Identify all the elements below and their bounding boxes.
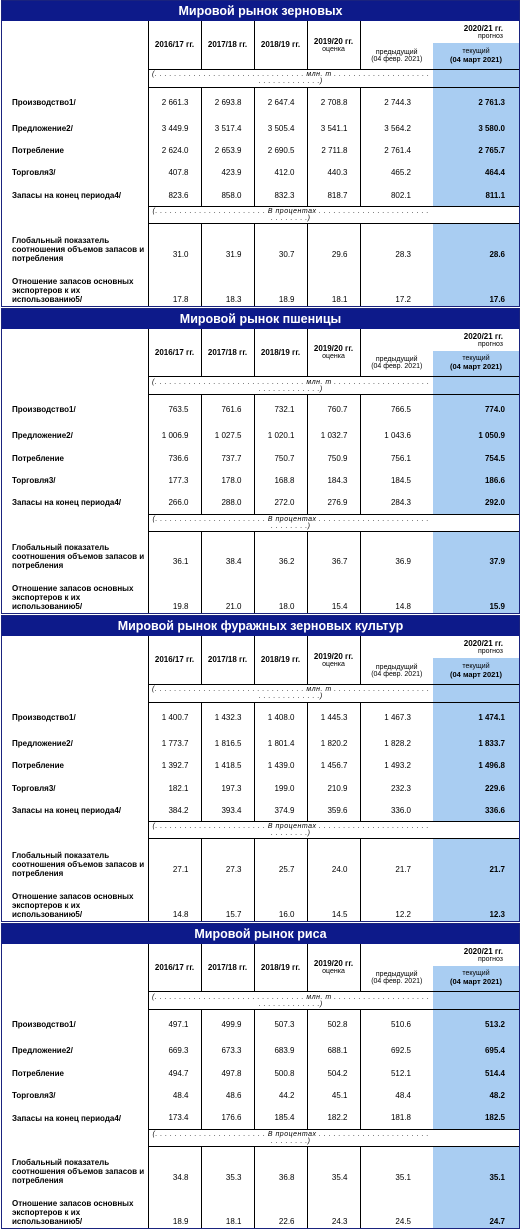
- value-cell: 288.0: [201, 492, 254, 514]
- value-cell: 17.2: [360, 277, 433, 306]
- current-value: 1 496.8: [433, 755, 519, 777]
- value-cell: 1 439.0: [254, 755, 307, 777]
- row-label: Запасы на конец периода4/: [12, 1113, 122, 1123]
- previous-forecast-header: предыдущий (04 февр. 2021): [360, 966, 433, 992]
- header-row: [2, 636, 519, 658]
- unit-row: [2, 207, 519, 224]
- table-row: [2, 531, 519, 584]
- value-cell: 48.4: [148, 1084, 201, 1106]
- current-value: 12.3: [433, 892, 519, 921]
- row-label: Глобальный показатель соотношения объемов запасов и потребления: [12, 235, 145, 263]
- value-cell: 823.6: [148, 184, 201, 206]
- value-cell: 507.3: [254, 1010, 307, 1040]
- value-cell: 34.8: [148, 1146, 201, 1199]
- forecast-note: прогноз: [477, 340, 504, 348]
- table-row: [2, 1107, 519, 1129]
- row-label: Отношение запасов основных экспортеров к их использованию5/: [12, 276, 134, 304]
- row-label: Торговля3/: [12, 783, 56, 793]
- value-cell: 18.9: [254, 277, 307, 306]
- value-cell: 760.7: [307, 395, 360, 425]
- value-cell: 858.0: [201, 184, 254, 206]
- value-cell: 18.0: [254, 584, 307, 613]
- section-title: Мировой рынок зерновых: [2, 1, 519, 21]
- value-cell: 184.3: [307, 469, 360, 491]
- value-cell: 3 505.4: [254, 117, 307, 139]
- year-header: 2016/17 гг.: [148, 329, 201, 377]
- value-cell: 736.6: [148, 447, 201, 469]
- table-row: [2, 755, 519, 777]
- row-label: Потребление: [12, 1068, 64, 1078]
- table-row: [2, 1084, 519, 1106]
- value-cell: 683.9: [254, 1040, 307, 1062]
- current-forecast-header: текущий (04 март 2021): [433, 658, 519, 684]
- table-row: [2, 425, 519, 447]
- value-cell: 24.3: [307, 1199, 360, 1228]
- value-cell: 1 773.7: [148, 732, 201, 754]
- value-cell: 2 647.4: [254, 87, 307, 117]
- section-title: Мировой рынок риса: [2, 924, 519, 944]
- value-cell: 465.2: [360, 162, 433, 184]
- value-cell: 502.8: [307, 1010, 360, 1040]
- value-cell: 45.1: [307, 1084, 360, 1106]
- value-cell: 17.8: [148, 277, 201, 306]
- value-cell: 2 744.3: [360, 87, 433, 117]
- value-cell: 1 408.0: [254, 702, 307, 732]
- row-label: Торговля3/: [12, 1091, 56, 1101]
- estimate-note: оценка: [322, 45, 345, 53]
- market-table: [2, 636, 519, 921]
- unit-label: (. . . . . . . . . . . . . . . . . . . . . . . В процентах . . . . . . . . . . . . . . . . . . . . . . . . . . . . . . .): [148, 514, 433, 531]
- unit-row: [2, 822, 519, 839]
- value-cell: 168.8: [254, 469, 307, 491]
- header-row: [2, 21, 519, 43]
- value-cell: 18.1: [307, 277, 360, 306]
- current-forecast-header: текущий (04 март 2021): [433, 351, 519, 377]
- row-label: Торговля3/: [12, 168, 56, 178]
- row-label: Отношение запасов основных экспортеров к их использованию5/: [12, 891, 134, 919]
- value-cell: 12.2: [360, 892, 433, 921]
- row-label: Отношение запасов основных экспортеров к их использованию5/: [12, 584, 134, 612]
- value-cell: 407.8: [148, 162, 201, 184]
- row-label: Торговля3/: [12, 476, 56, 486]
- value-cell: 182.2: [307, 1107, 360, 1129]
- row-label: Производство1/: [12, 1020, 76, 1030]
- current-value: 695.4: [433, 1040, 519, 1062]
- year-header: 2018/19 гг.: [254, 21, 307, 69]
- value-cell: 1 020.1: [254, 425, 307, 447]
- year-header: 2016/17 гг.: [148, 944, 201, 992]
- table-row: [2, 702, 519, 732]
- table-row: [2, 395, 519, 425]
- value-cell: 31.0: [148, 224, 201, 277]
- current-value: 21.7: [433, 839, 519, 892]
- year-header: 2016/17 гг.: [148, 21, 201, 69]
- value-cell: 692.5: [360, 1040, 433, 1062]
- year-header: 2017/18 гг.: [201, 21, 254, 69]
- value-cell: 359.6: [307, 799, 360, 821]
- current-value: 15.9: [433, 584, 519, 613]
- value-cell: 2 693.8: [201, 87, 254, 117]
- row-label: Потребление: [12, 761, 64, 771]
- value-cell: 1 816.5: [201, 732, 254, 754]
- value-cell: 18.9: [148, 1199, 201, 1228]
- value-cell: 276.9: [307, 492, 360, 514]
- table-row: [2, 799, 519, 821]
- row-label: Отношение запасов основных экспортеров к их использованию5/: [12, 1199, 134, 1227]
- value-cell: 737.7: [201, 447, 254, 469]
- row-label: Предложение2/: [12, 123, 73, 133]
- row-label: Запасы на конец периода4/: [12, 190, 122, 200]
- market-section: [1, 923, 520, 1229]
- value-cell: 266.0: [148, 492, 201, 514]
- forecast-header: 2020/21 гг. прогноз: [360, 21, 519, 43]
- value-cell: 669.3: [148, 1040, 201, 1062]
- value-cell: 2 661.3: [148, 87, 201, 117]
- row-label: Предложение2/: [12, 738, 73, 748]
- value-cell: 29.6: [307, 224, 360, 277]
- current-value: 1 474.1: [433, 702, 519, 732]
- table-row: [2, 1010, 519, 1040]
- value-cell: 35.3: [201, 1146, 254, 1199]
- current-value: 37.9: [433, 531, 519, 584]
- value-cell: 24.5: [360, 1199, 433, 1228]
- value-cell: 21.0: [201, 584, 254, 613]
- value-cell: 15.7: [201, 892, 254, 921]
- table-row: [2, 162, 519, 184]
- table-row: [2, 1040, 519, 1062]
- table-row: [2, 1199, 519, 1228]
- value-cell: 18.1: [201, 1199, 254, 1228]
- current-value: 336.6: [433, 799, 519, 821]
- current-value: 1 833.7: [433, 732, 519, 754]
- value-cell: 750.7: [254, 447, 307, 469]
- current-value: 292.0: [433, 492, 519, 514]
- table-row: [2, 1062, 519, 1084]
- value-cell: 818.7: [307, 184, 360, 206]
- value-cell: 497.8: [201, 1062, 254, 1084]
- value-cell: 185.4: [254, 1107, 307, 1129]
- value-cell: 761.6: [201, 395, 254, 425]
- unit-label: (. . . . . . . . . . . . . . . . . . . . . . . В процентах . . . . . . . . . . . . . . . . . . . . . . . . . . . . . . .): [148, 822, 433, 839]
- value-cell: 48.4: [360, 1084, 433, 1106]
- table-row: [2, 117, 519, 139]
- value-cell: 27.3: [201, 839, 254, 892]
- market-section: [1, 615, 520, 922]
- value-cell: 750.9: [307, 447, 360, 469]
- forecast-header: 2020/21 гг. прогноз: [360, 329, 519, 351]
- unit-label: (. . . . . . . . . . . . . . . . . . . . . . . . . . . . . . . млн. т . . . . . . . . . . . . . . . . . . . . . . . . . . . . . . . . .): [148, 992, 433, 1010]
- row-label: Запасы на конец периода4/: [12, 498, 122, 508]
- value-cell: 384.2: [148, 799, 201, 821]
- value-cell: 802.1: [360, 184, 433, 206]
- row-label: Предложение2/: [12, 1046, 73, 1056]
- unit-label: (. . . . . . . . . . . . . . . . . . . . . . . . . . . . . . . млн. т . . . . . . . . . . . . . . . . . . . . . . . . . . . . . . . . .): [148, 377, 433, 395]
- year-header: 2017/18 гг.: [201, 944, 254, 992]
- current-value: 464.4: [433, 162, 519, 184]
- unit-row: [2, 377, 519, 395]
- value-cell: 36.7: [307, 531, 360, 584]
- row-label: Предложение2/: [12, 431, 73, 441]
- table-row: [2, 492, 519, 514]
- table-row: [2, 777, 519, 799]
- value-cell: 284.3: [360, 492, 433, 514]
- unit-row: [2, 684, 519, 702]
- value-cell: 19.8: [148, 584, 201, 613]
- value-cell: 177.3: [148, 469, 201, 491]
- table-row: [2, 87, 519, 117]
- value-cell: 1 828.2: [360, 732, 433, 754]
- current-value: 514.4: [433, 1062, 519, 1084]
- value-cell: 673.3: [201, 1040, 254, 1062]
- forecast-note: прогноз: [477, 33, 504, 40]
- table-row: [2, 277, 519, 306]
- value-cell: 3 517.4: [201, 117, 254, 139]
- table-row: [2, 224, 519, 277]
- value-cell: 2 711.8: [307, 139, 360, 161]
- year-header: 2018/19 гг.: [254, 329, 307, 377]
- current-value: 229.6: [433, 777, 519, 799]
- value-cell: 510.6: [360, 1010, 433, 1040]
- value-cell: 176.6: [201, 1107, 254, 1129]
- value-cell: 2 708.8: [307, 87, 360, 117]
- unit-row: [2, 514, 519, 531]
- value-cell: 14.5: [307, 892, 360, 921]
- current-value: 811.1: [433, 184, 519, 206]
- value-cell: 178.0: [201, 469, 254, 491]
- unit-row: [2, 69, 519, 87]
- unit-label: (. . . . . . . . . . . . . . . . . . . . . . . . . . . . . . . млн. т . . . . . . . . . . . . . . . . . . . . . . . . . . . . . . . . .): [148, 684, 433, 702]
- table-row: [2, 469, 519, 491]
- value-cell: 2 653.9: [201, 139, 254, 161]
- unit-label: (. . . . . . . . . . . . . . . . . . . . . . . В процентах . . . . . . . . . . . . . . . . . . . . . . . . . . . . . . .): [148, 1129, 433, 1146]
- row-label: Потребление: [12, 453, 64, 463]
- current-value: 24.7: [433, 1199, 519, 1228]
- row-label: Потребление: [12, 146, 64, 156]
- value-cell: 832.3: [254, 184, 307, 206]
- value-cell: 1 392.7: [148, 755, 201, 777]
- value-cell: 1 400.7: [148, 702, 201, 732]
- unit-label: (. . . . . . . . . . . . . . . . . . . . . . . В процентах . . . . . . . . . . . . . . . . . . . . . . . . . . . . . . .): [148, 207, 433, 224]
- table-row: [2, 839, 519, 892]
- previous-forecast-header: предыдущий (04 февр. 2021): [360, 43, 433, 69]
- value-cell: 197.3: [201, 777, 254, 799]
- current-value: 2 761.3: [433, 87, 519, 117]
- current-value: 186.6: [433, 469, 519, 491]
- current-forecast-header: текущий (04 март 2021): [433, 43, 519, 69]
- estimate-note: оценка: [322, 660, 345, 668]
- value-cell: 1 006.9: [148, 425, 201, 447]
- value-cell: 1 801.4: [254, 732, 307, 754]
- value-cell: 184.5: [360, 469, 433, 491]
- current-value: 182.5: [433, 1107, 519, 1129]
- value-cell: 22.6: [254, 1199, 307, 1228]
- value-cell: 412.0: [254, 162, 307, 184]
- value-cell: 35.4: [307, 1146, 360, 1199]
- value-cell: 3 449.9: [148, 117, 201, 139]
- value-cell: 1 467.3: [360, 702, 433, 732]
- year-header: 2017/18 гг.: [201, 329, 254, 377]
- value-cell: 36.9: [360, 531, 433, 584]
- value-cell: 27.1: [148, 839, 201, 892]
- value-cell: 1 032.7: [307, 425, 360, 447]
- current-value: 1 050.9: [433, 425, 519, 447]
- value-cell: 1 456.7: [307, 755, 360, 777]
- row-label: Производство1/: [12, 97, 76, 107]
- year-header: 2017/18 гг.: [201, 636, 254, 684]
- current-forecast-header: текущий (04 март 2021): [433, 966, 519, 992]
- value-cell: 1 418.5: [201, 755, 254, 777]
- table-row: [2, 732, 519, 754]
- value-cell: 24.0: [307, 839, 360, 892]
- value-cell: 232.3: [360, 777, 433, 799]
- current-value: 28.6: [433, 224, 519, 277]
- value-cell: 30.7: [254, 224, 307, 277]
- value-cell: 21.7: [360, 839, 433, 892]
- row-label: Производство1/: [12, 712, 76, 722]
- market-table: [2, 21, 519, 306]
- value-cell: 181.8: [360, 1107, 433, 1129]
- section-title: Мировой рынок пшеницы: [2, 309, 519, 329]
- market-table: [2, 944, 519, 1229]
- row-label: Запасы на конец периода4/: [12, 805, 122, 815]
- forecast-note: прогноз: [477, 648, 504, 656]
- value-cell: 2 624.0: [148, 139, 201, 161]
- year-header: 2018/19 гг.: [254, 636, 307, 684]
- estimate-note: оценка: [322, 968, 345, 976]
- value-cell: 182.1: [148, 777, 201, 799]
- value-cell: 44.2: [254, 1084, 307, 1106]
- year-header: 2016/17 гг.: [148, 636, 201, 684]
- value-cell: 14.8: [148, 892, 201, 921]
- value-cell: 199.0: [254, 777, 307, 799]
- value-cell: 766.5: [360, 395, 433, 425]
- current-value: 754.5: [433, 447, 519, 469]
- year-header: 2018/19 гг.: [254, 944, 307, 992]
- current-value: 2 765.7: [433, 139, 519, 161]
- value-cell: 1 820.2: [307, 732, 360, 754]
- unit-row: [2, 1129, 519, 1146]
- current-value: 774.0: [433, 395, 519, 425]
- row-label: Глобальный показатель соотношения объемов запасов и потребления: [12, 850, 145, 878]
- estimate-note: оценка: [322, 353, 345, 361]
- value-cell: 1 432.3: [201, 702, 254, 732]
- year-header: 2019/20 гг. оценка: [307, 944, 360, 992]
- value-cell: 512.1: [360, 1062, 433, 1084]
- value-cell: 763.5: [148, 395, 201, 425]
- value-cell: 1 493.2: [360, 755, 433, 777]
- value-cell: 440.3: [307, 162, 360, 184]
- unit-row: [2, 992, 519, 1010]
- value-cell: 499.9: [201, 1010, 254, 1040]
- market-section: [1, 0, 520, 307]
- table-row: [2, 447, 519, 469]
- forecast-note: прогноз: [477, 955, 504, 963]
- previous-forecast-header: предыдущий (04 февр. 2021): [360, 351, 433, 377]
- value-cell: 1 445.3: [307, 702, 360, 732]
- value-cell: 15.4: [307, 584, 360, 613]
- section-title: Мировой рынок фуражных зерновых культур: [2, 616, 519, 636]
- value-cell: 688.1: [307, 1040, 360, 1062]
- previous-forecast-header: предыдущий (04 февр. 2021): [360, 658, 433, 684]
- row-label: Глобальный показатель соотношения объемов запасов и потребления: [12, 1158, 145, 1186]
- value-cell: 35.1: [360, 1146, 433, 1199]
- table-row: [2, 184, 519, 206]
- table-row: [2, 1146, 519, 1199]
- value-cell: 36.8: [254, 1146, 307, 1199]
- value-cell: 494.7: [148, 1062, 201, 1084]
- current-value: 513.2: [433, 1010, 519, 1040]
- value-cell: 393.4: [201, 799, 254, 821]
- value-cell: 210.9: [307, 777, 360, 799]
- market-section: [1, 308, 520, 615]
- value-cell: 756.1: [360, 447, 433, 469]
- value-cell: 2 690.5: [254, 139, 307, 161]
- table-row: [2, 584, 519, 613]
- market-table: [2, 329, 519, 614]
- value-cell: 272.0: [254, 492, 307, 514]
- year-header: 2019/20 гг. оценка: [307, 636, 360, 684]
- value-cell: 2 761.4: [360, 139, 433, 161]
- forecast-header: 2020/21 гг. прогноз: [360, 636, 519, 658]
- value-cell: 423.9: [201, 162, 254, 184]
- value-cell: 28.3: [360, 224, 433, 277]
- table-row: [2, 139, 519, 161]
- current-value: 35.1: [433, 1146, 519, 1199]
- value-cell: 36.1: [148, 531, 201, 584]
- value-cell: 3 564.2: [360, 117, 433, 139]
- value-cell: 3 541.1: [307, 117, 360, 139]
- value-cell: 36.2: [254, 531, 307, 584]
- value-cell: 25.7: [254, 839, 307, 892]
- current-value: 48.2: [433, 1084, 519, 1106]
- row-label: Производство1/: [12, 405, 76, 415]
- value-cell: 173.4: [148, 1107, 201, 1129]
- year-header: 2019/20 гг. оценка: [307, 329, 360, 377]
- unit-label: (. . . . . . . . . . . . . . . . . . . . . . . . . . . . . . . млн. т . . . . . . . . . . . . . . . . . . . . . . . . . . . . . . . . .): [148, 69, 433, 87]
- value-cell: 504.2: [307, 1062, 360, 1084]
- year-header: 2019/20 гг. оценка: [307, 21, 360, 69]
- value-cell: 18.3: [201, 277, 254, 306]
- value-cell: 497.1: [148, 1010, 201, 1040]
- value-cell: 732.1: [254, 395, 307, 425]
- value-cell: 1 027.5: [201, 425, 254, 447]
- value-cell: 31.9: [201, 224, 254, 277]
- row-label: Глобальный показатель соотношения объемов запасов и потребления: [12, 543, 145, 571]
- value-cell: 16.0: [254, 892, 307, 921]
- value-cell: 500.8: [254, 1062, 307, 1084]
- header-row: [2, 329, 519, 351]
- value-cell: 336.0: [360, 799, 433, 821]
- value-cell: 48.6: [201, 1084, 254, 1106]
- report-tables: [1, 0, 520, 1229]
- value-cell: 1 043.6: [360, 425, 433, 447]
- table-row: [2, 892, 519, 921]
- current-value: 3 580.0: [433, 117, 519, 139]
- current-value: 17.6: [433, 277, 519, 306]
- value-cell: 38.4: [201, 531, 254, 584]
- value-cell: 374.9: [254, 799, 307, 821]
- forecast-header: 2020/21 гг. прогноз: [360, 944, 519, 966]
- value-cell: 14.8: [360, 584, 433, 613]
- header-row: [2, 944, 519, 966]
